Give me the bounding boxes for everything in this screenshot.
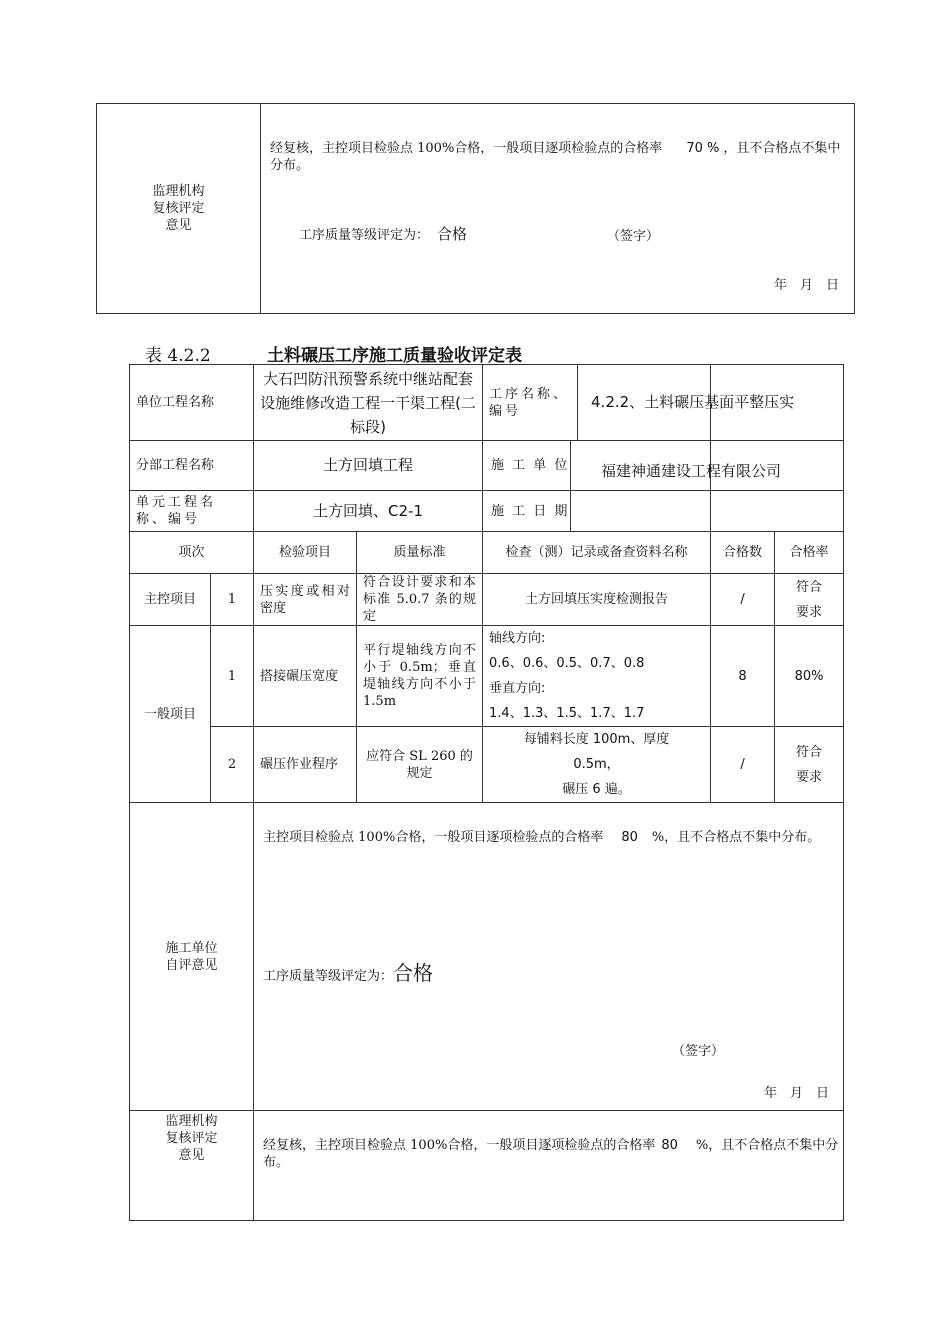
general-label: 一般项目 (130, 626, 211, 803)
header-qualified-count: 合格数 (711, 532, 775, 574)
general-row-2 (130, 727, 844, 803)
record-line: 每铺料长度 100m、厚度 (523, 732, 670, 747)
header-qualified-rate: 合格率 (775, 532, 844, 574)
sign-label: （签字） (607, 229, 660, 244)
self-eval-date: 年 月 日 (764, 1086, 830, 1101)
division-value: 土方回填工程 (254, 441, 483, 491)
unit-project-label: 单位工程名称 (130, 365, 254, 441)
self-eval-grade-line: 工序质量等级评定为：合格 (263, 961, 434, 985)
record-line: 1.4、1.3、1.5、1.7、1.7 (489, 706, 645, 721)
process-name-value: 4.2.2、土料碾压基面平整压实 (591, 393, 795, 411)
general-row-2-no: 2 (211, 727, 254, 803)
record-line: 碾压 6 遍。 (562, 782, 631, 797)
self-eval-text: 主控项目检验点 100%合格，一般项目逐项检验点的合格率 80 %，且不合格点不集中分布。 (263, 830, 821, 845)
supervision-review-table-top (96, 103, 855, 314)
table-caption (145, 341, 522, 366)
process-name-value-cell (591, 365, 844, 441)
main-control-inspection: 压实度或相对密度 (254, 574, 357, 626)
record-line: 0.5m， (573, 757, 620, 772)
header-record: 检查（测）记录或备查资料名称 (483, 532, 711, 574)
header-inspection: 检验项目 (254, 532, 357, 574)
header-item: 项次 (130, 532, 254, 574)
general-row-1-record (483, 626, 711, 727)
supervision-label: 监理机构 复核评定 意见 (97, 104, 261, 314)
general-row-1-inspection: 搭接碾压宽度 (254, 626, 357, 727)
general-row-1 (130, 626, 844, 727)
date-value (711, 491, 844, 532)
unit-project-value: 大石凹防汛预警系统中继站配套设施维修改造工程一干渠工程(二标段) (254, 365, 483, 441)
general-row-1-rate: 80% (775, 626, 844, 727)
table-number: 表 4.2.2 (145, 346, 211, 366)
general-row-2-count: / (711, 727, 775, 803)
main-control-count: / (711, 574, 775, 626)
date-label: 施 工 日 期 (483, 491, 571, 531)
self-eval-label: 施工单位 自评意见 (130, 803, 254, 1111)
main-control-record: 土方回填压实度检测报告 (483, 574, 711, 626)
supervision-bottom-cell (254, 1111, 844, 1221)
supervision-row (130, 1111, 844, 1221)
contractor-label: 施 工 单 位 (483, 441, 571, 490)
general-row-1-no: 1 (211, 626, 254, 727)
general-row-2-standard: 应符合 SL 260 的规定 (357, 727, 483, 803)
main-control-standard: 符合设计要求和本标准 5.0.7 条的规定 (357, 574, 483, 626)
process-name-label: 工序名称、编号 (489, 365, 578, 440)
supervision-bottom-text: 经复核，主控项目检验点 100%合格，一般项目逐项检验点的合格率 80 %，且不合格点不集中分布。 (263, 1138, 839, 1170)
supervision-bottom-label: 监理机构 复核评定 意见 (130, 1111, 254, 1221)
grade-value: 合格 (437, 225, 468, 243)
division-label: 分部工程名称 (130, 441, 254, 491)
contractor-value-cell (601, 441, 844, 491)
review-text: 经复核，主控项目检验点 100%合格，一般项目逐项检验点的合格率 70 % ，且不合格点不集中分布。 (270, 141, 841, 173)
self-eval-cell (254, 803, 844, 1111)
general-row-1-count: 8 (711, 626, 775, 727)
self-eval-row (130, 803, 844, 1111)
element-value: 土方回填、C2-1 (254, 491, 483, 532)
main-control-row (130, 574, 844, 626)
general-row-2-inspection: 碾压作业程序 (254, 727, 357, 803)
self-eval-sign: （签字） (672, 1044, 725, 1059)
evaluation-table (129, 364, 844, 1221)
table-title: 土料碾压工序施工质量验收评定表 (267, 346, 522, 366)
general-row-2-record (483, 727, 711, 803)
record-line: 轴线方向: (489, 631, 546, 646)
main-control-rate: 符合 要求 (775, 574, 844, 626)
general-row-2-rate: 符合 要求 (775, 727, 844, 803)
self-eval-grade-value: 合格 (393, 961, 434, 985)
header-standard: 质量标准 (357, 532, 483, 574)
record-line: 0.6、0.6、0.5、0.7、0.8 (489, 656, 645, 671)
contractor-value: 福建神通建设工程有限公司 (601, 462, 782, 480)
main-control-no: 1 (211, 574, 254, 626)
main-control-label: 主控项目 (130, 574, 211, 626)
grade-line: 工序质量等级评定为： 合格 (299, 225, 468, 243)
record-line: 垂直方向: (489, 681, 546, 696)
date-label: 年 月 日 (774, 278, 840, 293)
general-row-1-standard: 平行堤轴线方向不小于 0.5m；垂直堤轴线方向不小于 1.5m (357, 626, 483, 727)
date-cell (483, 491, 711, 532)
supervision-opinion-cell (261, 104, 855, 314)
element-label: 单元工程名称、编号 (130, 491, 254, 532)
